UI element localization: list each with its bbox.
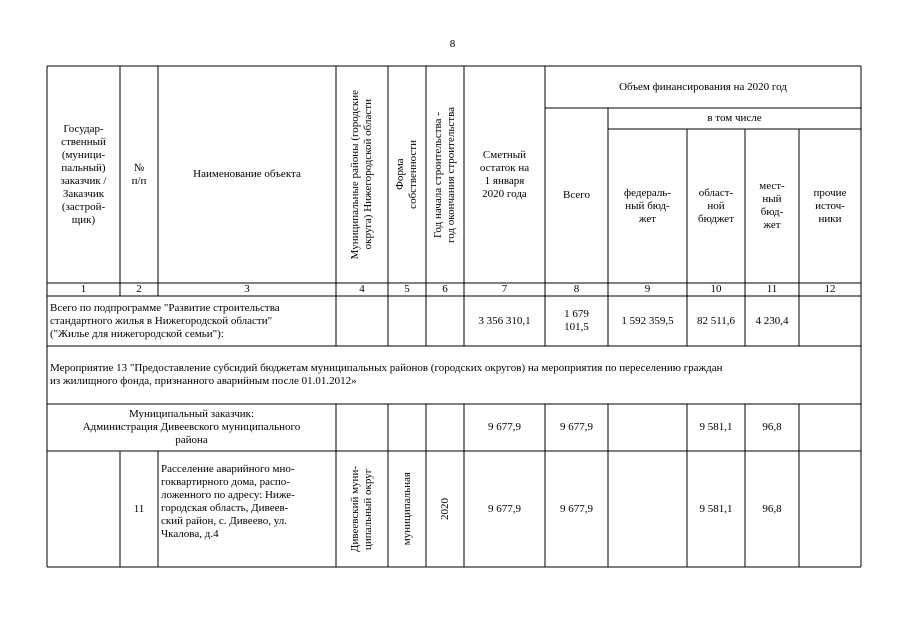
column-number: 2 (136, 283, 142, 295)
object-regional: 9 581,1 (699, 502, 733, 515)
column-number: 4 (359, 283, 365, 295)
object-ownership: муниципальная (400, 472, 413, 546)
column-number: 12 (824, 283, 836, 295)
header-federal: федераль- ный бюд- жет (624, 186, 671, 225)
object-district: Дивеевский муни- ципальный округ (349, 465, 374, 553)
object-local: 96,8 (762, 502, 782, 515)
header-other: прочие источ- ники (813, 186, 847, 225)
header-regional: област- ной бюджет (698, 186, 734, 225)
object-total: 9 677,9 (560, 502, 593, 515)
object-number: 11 (133, 502, 145, 515)
header-including: в том числе (707, 112, 762, 124)
customer-label: Муниципальный заказчик: Администрация Дивеевского муниципального района (82, 408, 301, 446)
subprogram-federal: 1 592 359,5 (621, 314, 674, 327)
column-number: 3 (244, 283, 250, 295)
customer-local: 96,8 (762, 421, 782, 433)
header-districts: Муниципальные районы (городские округа) Нижегородской области (349, 89, 374, 260)
measure-label: Мероприятие 13 "Предоставление субсидий бюджетам муниципальных районов (городских округов) на мероприятия по переселению граждан из жилищного фонда, признанного аварийным после 01.01.2012» (50, 362, 723, 387)
column-number: 10 (710, 283, 722, 295)
page-number: 8 (449, 38, 456, 50)
header-customer: Государ- ственный (муници- пальный) заказчик / Заказчик (застрой- щик) (60, 122, 107, 226)
column-number: 6 (442, 283, 448, 295)
object-year: 2020 (438, 498, 451, 520)
column-number: 9 (644, 283, 651, 295)
column-number: 1 (80, 283, 87, 295)
header-years: Год начала строительства - год окончания строительства (432, 106, 457, 243)
column-number: 8 (573, 283, 580, 295)
customer-total: 9 677,9 (560, 421, 593, 433)
object-estimate: 9 677,9 (488, 502, 521, 515)
customer-regional: 9 581,1 (699, 421, 733, 433)
header-estimate: Сметный остаток на 1 января 2020 года (479, 148, 530, 200)
subprogram-estimate: 3 356 310,1 (478, 314, 531, 327)
header-funding-title: Объем финансирования на 2020 год (619, 80, 787, 93)
column-number: 5 (404, 283, 410, 295)
object-name: Расселение аварийного мно- гоквартирного дома, распо- ложенного по адресу: Ниже- городская область, Дивеев- ский район, с. Дивеево, ул. Чкалова, д.4 (161, 463, 295, 540)
subprogram-regional: 82 511,6 (696, 314, 736, 327)
column-number: 11 (766, 283, 778, 295)
header-number: № п/п (131, 161, 147, 187)
subprogram-local: 4 230,4 (755, 314, 789, 327)
header-total: Всего (563, 189, 590, 201)
customer-estimate: 9 677,9 (488, 421, 521, 433)
header-object-name: Наименование объекта (193, 168, 301, 180)
header-local: мест- ный бюд- жет (759, 180, 785, 231)
subprogram-total: 1 679 101,5 (564, 308, 589, 333)
column-number: 7 (501, 283, 508, 295)
header-ownership: Форма собственности (394, 140, 419, 209)
subprogram-label: Всего по подпрограмме "Развитие строительства стандартного жилья в Нижегородской области" ("Жилье для нижегородской семьи"): (50, 301, 280, 340)
